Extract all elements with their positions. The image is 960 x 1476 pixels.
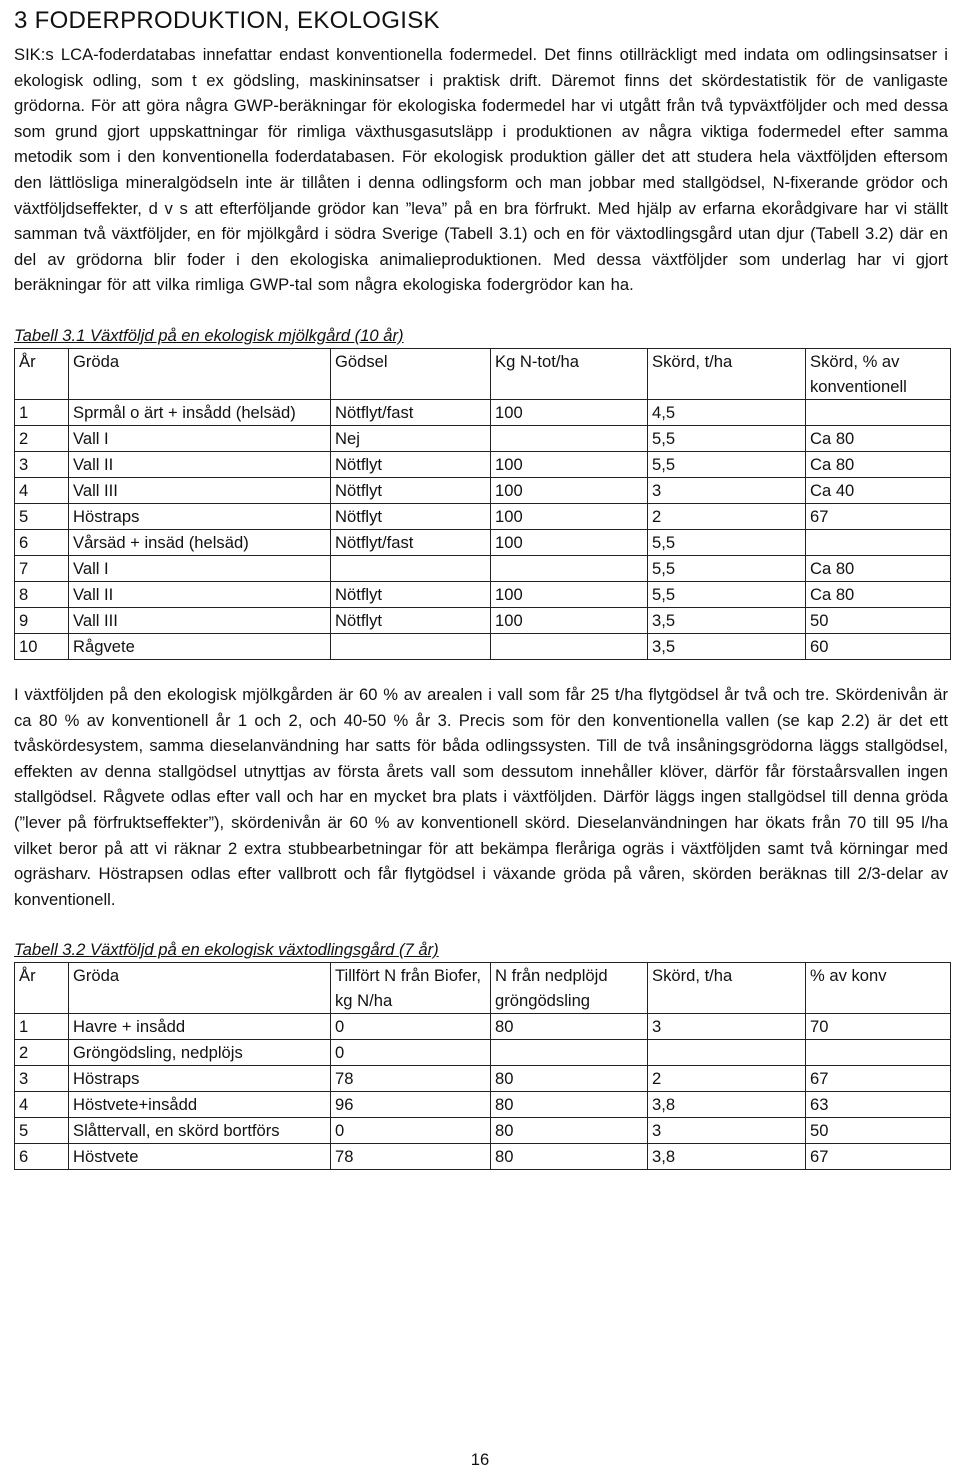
table-cell: Ca 80 — [806, 425, 951, 451]
table-cell: 50 — [806, 607, 951, 633]
table-cell — [331, 633, 491, 659]
table-cell: Vall I — [69, 425, 331, 451]
table-cell: Ca 80 — [806, 581, 951, 607]
table-cell: 100 — [491, 529, 648, 555]
table-row — [15, 529, 951, 555]
table-cell: 2 — [15, 1040, 69, 1066]
table-cell: 3,8 — [648, 1144, 806, 1170]
table2-header-cell: Skörd, t/ha — [648, 963, 806, 1014]
table-cell: Vall II — [69, 451, 331, 477]
table-cell: 78 — [331, 1066, 491, 1092]
table2-header-cell: Gröda — [69, 963, 331, 1014]
table-cell — [491, 555, 648, 581]
table-cell: 5,5 — [648, 451, 806, 477]
table-cell — [806, 1040, 951, 1066]
table-cell: 1 — [15, 399, 69, 425]
table-cell: 100 — [491, 503, 648, 529]
table-cell: Nej — [331, 425, 491, 451]
table-cell: 80 — [491, 1092, 648, 1118]
table1-header-cell: Gröda — [69, 348, 331, 399]
table-row — [15, 1040, 951, 1066]
table-row — [15, 555, 951, 581]
table-cell: Ca 40 — [806, 477, 951, 503]
table2-header-cell: N från nedplöjd gröngödsling — [491, 963, 648, 1014]
table-cell: Ca 80 — [806, 555, 951, 581]
table-cell: 4 — [15, 477, 69, 503]
table-cell — [491, 633, 648, 659]
table-cell: Höstvete — [69, 1144, 331, 1170]
table1-header-cell: Gödsel — [331, 348, 491, 399]
table1-header-cell: År — [15, 348, 69, 399]
table-cell: Rågvete — [69, 633, 331, 659]
table-row — [15, 1144, 951, 1170]
table-cell: Vårsäd + insäd (helsäd) — [69, 529, 331, 555]
table-row — [15, 633, 951, 659]
table2-header-cell: År — [15, 963, 69, 1014]
table-cell: Gröngödsling, nedplöjs — [69, 1040, 331, 1066]
table-cell: 3 — [648, 1014, 806, 1040]
table-cell: 5 — [15, 503, 69, 529]
table-cell: Nötflyt/fast — [331, 529, 491, 555]
table1-header-row — [15, 348, 951, 399]
table-cell: Nötflyt — [331, 503, 491, 529]
table-cell: Höstraps — [69, 1066, 331, 1092]
table-cell: 5,5 — [648, 581, 806, 607]
table-cell: 6 — [15, 529, 69, 555]
table-cell: 63 — [806, 1092, 951, 1118]
table1-header-cell: Skörd, % av konventionell — [806, 348, 951, 399]
table-cell — [648, 1040, 806, 1066]
table-cell: 50 — [806, 1118, 951, 1144]
table1-header-cell: Kg N-tot/ha — [491, 348, 648, 399]
table-row — [15, 607, 951, 633]
section-heading: 3 FODERPRODUKTION, EKOLOGISK — [14, 7, 440, 34]
table-cell: Sprmål o ärt + insådd (helsäd) — [69, 399, 331, 425]
table-cell: 78 — [331, 1144, 491, 1170]
table-cell — [491, 425, 648, 451]
table-cell: 100 — [491, 399, 648, 425]
table-cell: 4,5 — [648, 399, 806, 425]
table-cell: 70 — [806, 1014, 951, 1040]
table-row — [15, 451, 951, 477]
table-cell: 100 — [491, 607, 648, 633]
table-cell: 100 — [491, 477, 648, 503]
table-cell: 2 — [648, 503, 806, 529]
table-cell: 3,8 — [648, 1092, 806, 1118]
table-row — [15, 503, 951, 529]
table-cell: 67 — [806, 503, 951, 529]
table-row — [15, 399, 951, 425]
table-cell: 80 — [491, 1118, 648, 1144]
table2-caption: Tabell 3.2 Växtföljd på en ekologisk växtodlingsgård (7 år) — [14, 940, 439, 960]
table-cell — [806, 399, 951, 425]
table1-caption: Tabell 3.1 Växtföljd på en ekologisk mjölkgård (10 år) — [14, 325, 404, 345]
table-cell: 8 — [15, 581, 69, 607]
table-cell: Nötflyt — [331, 581, 491, 607]
table-cell: Vall III — [69, 477, 331, 503]
table-cell: Vall II — [69, 581, 331, 607]
table2-crop-rotation-arable — [14, 962, 951, 1170]
table-cell: 100 — [491, 581, 648, 607]
table-cell: 60 — [806, 633, 951, 659]
table-cell: 9 — [15, 607, 69, 633]
table-cell: 80 — [491, 1144, 648, 1170]
table-cell: 5 — [15, 1118, 69, 1144]
table-cell: 2 — [15, 425, 69, 451]
table-cell: 0 — [331, 1040, 491, 1066]
table-cell: Nötflyt — [331, 607, 491, 633]
table-row — [15, 425, 951, 451]
table-cell: 0 — [331, 1014, 491, 1040]
table-cell: Nötflyt/fast — [331, 399, 491, 425]
table-cell: 4 — [15, 1092, 69, 1118]
table-cell: 67 — [806, 1066, 951, 1092]
table-cell: 3 — [648, 477, 806, 503]
table-cell: Höstvete+insådd — [69, 1092, 331, 1118]
table-cell: 3 — [15, 451, 69, 477]
page-number: 16 — [470, 1450, 490, 1469]
table-cell: Vall III — [69, 607, 331, 633]
table-cell: 96 — [331, 1092, 491, 1118]
table-cell: 100 — [491, 451, 648, 477]
table-cell: 3,5 — [648, 607, 806, 633]
table2-header-row — [15, 963, 951, 1014]
table-cell: 7 — [15, 555, 69, 581]
table-cell: 3 — [648, 1118, 806, 1144]
table-cell: 80 — [491, 1066, 648, 1092]
table-cell: Havre + insådd — [69, 1014, 331, 1040]
table-cell: 10 — [15, 633, 69, 659]
table-cell: Slåttervall, en skörd bortförs — [69, 1118, 331, 1144]
table-row — [15, 1092, 951, 1118]
table-cell: 3 — [15, 1066, 69, 1092]
table-cell: 5,5 — [648, 425, 806, 451]
table-row — [15, 1066, 951, 1092]
table-row — [15, 477, 951, 503]
table-cell: Nötflyt — [331, 477, 491, 503]
table1-crop-rotation-dairy — [14, 348, 951, 660]
table-cell: 2 — [648, 1066, 806, 1092]
table-cell: Höstraps — [69, 503, 331, 529]
table2-header-cell: Tillfört N från Biofer, kg N/ha — [331, 963, 491, 1014]
document-page — [14, 0, 948, 1170]
table-cell: 5,5 — [648, 529, 806, 555]
table-cell: 3,5 — [648, 633, 806, 659]
table-cell: 1 — [15, 1014, 69, 1040]
table-row — [15, 1118, 951, 1144]
table1-header-cell: Skörd, t/ha — [648, 348, 806, 399]
table2-header-cell: % av konv — [806, 963, 951, 1014]
table-cell: 6 — [15, 1144, 69, 1170]
paragraph-dairy-rotation: I växtföljden på den ekologisk mjölkgården är 60 % av arealen i vall som får 25 t/ha flytgödsel år två och tre. Skördenivån är ca 80 % av konventionell år 1 och 2, och 40-50 % år 3. Precis som för den konventionella vallen (se kap 2.2) är det ett tvåskördesystem, samma dieselanvändning har satts för båda odlingssysten. Till de två insåningsgrödorna läggs stallgödsel, effekten av denna stallgödsel utnyttjas av första årets vall som dessutom innehåller klöver, därför får förstaårsvallen ingen stallgödsel. Rågvete odlas efter vall och har en mycket bra plats i växtföljden. Därför läggs ingen stallgödsel till denna gröda (”lever på förfruktseffekter”), skördenivån är 60 % av konventionell skörd. Dieselanvändningen har ökats från 70 till 95 l/ha vilket beror på att vi räknar 2 extra stubbearbetningar för att bekämpa fleråriga ogräs i växtföljden samt två körningar med ogräsharv. Höstrapsen odlas efter vallbrott och får flytgödsel i växande gröda på våren, skörden beräknas till 2/3-delar av konventionell. — [14, 684, 948, 909]
table-row — [15, 1014, 951, 1040]
table-cell: 80 — [491, 1014, 648, 1040]
table-cell — [491, 1040, 648, 1066]
table-cell: 67 — [806, 1144, 951, 1170]
table-cell: Ca 80 — [806, 451, 951, 477]
table-cell — [806, 529, 951, 555]
table-cell: Vall I — [69, 555, 331, 581]
table-cell: 5,5 — [648, 555, 806, 581]
table-row — [15, 581, 951, 607]
paragraph-intro: SIK:s LCA-foderdatabas innefattar endast konventionella fodermedel. Det finns otillräckligt med indata om odlingsinsatser i ekologisk odling, som t ex gödsling, maskininsatser i praktisk drift. Däremot finns det skördestatistik för de vanligaste grödorna. För att göra några GWP-beräkningar för ekologiska fodermedel har vi utgått från två typväxtföljder och med dessa som grund gjort uppskattningar för rimliga växthusgasutsläpp i produktionen av några viktiga fodermedel efter samma metodik som i den konventionella foderdatabasen. För ekologisk produktion gäller det att studera hela växtföljden eftersom den lättlösliga mineralgödseln inte är tillåten i denna odlingsform och man jobbar med stallgödsel, N-fixerande grödor och växtföljdseffekter, d v s att efterföljande grödor kan ”leva” på en bra förfrukt. Med hjälp av erfarna ekorådgivare har vi ställt samman två växtföljder, en för mjölkgård i södra Sverige (Tabell 3.1) och en för växtodlingsgård utan djur (Tabell 3.2) där en del av grödorna blir foder i den ekologiska animalieproduktionen. Med dessa växtföljder som underlag har vi gjort beräkningar för att vilka rimliga GWP-tal som några ekologiska fodergrödor kan ha. — [14, 45, 948, 295]
table-cell: 0 — [331, 1118, 491, 1144]
table-cell: Nötflyt — [331, 451, 491, 477]
table-cell — [331, 555, 491, 581]
